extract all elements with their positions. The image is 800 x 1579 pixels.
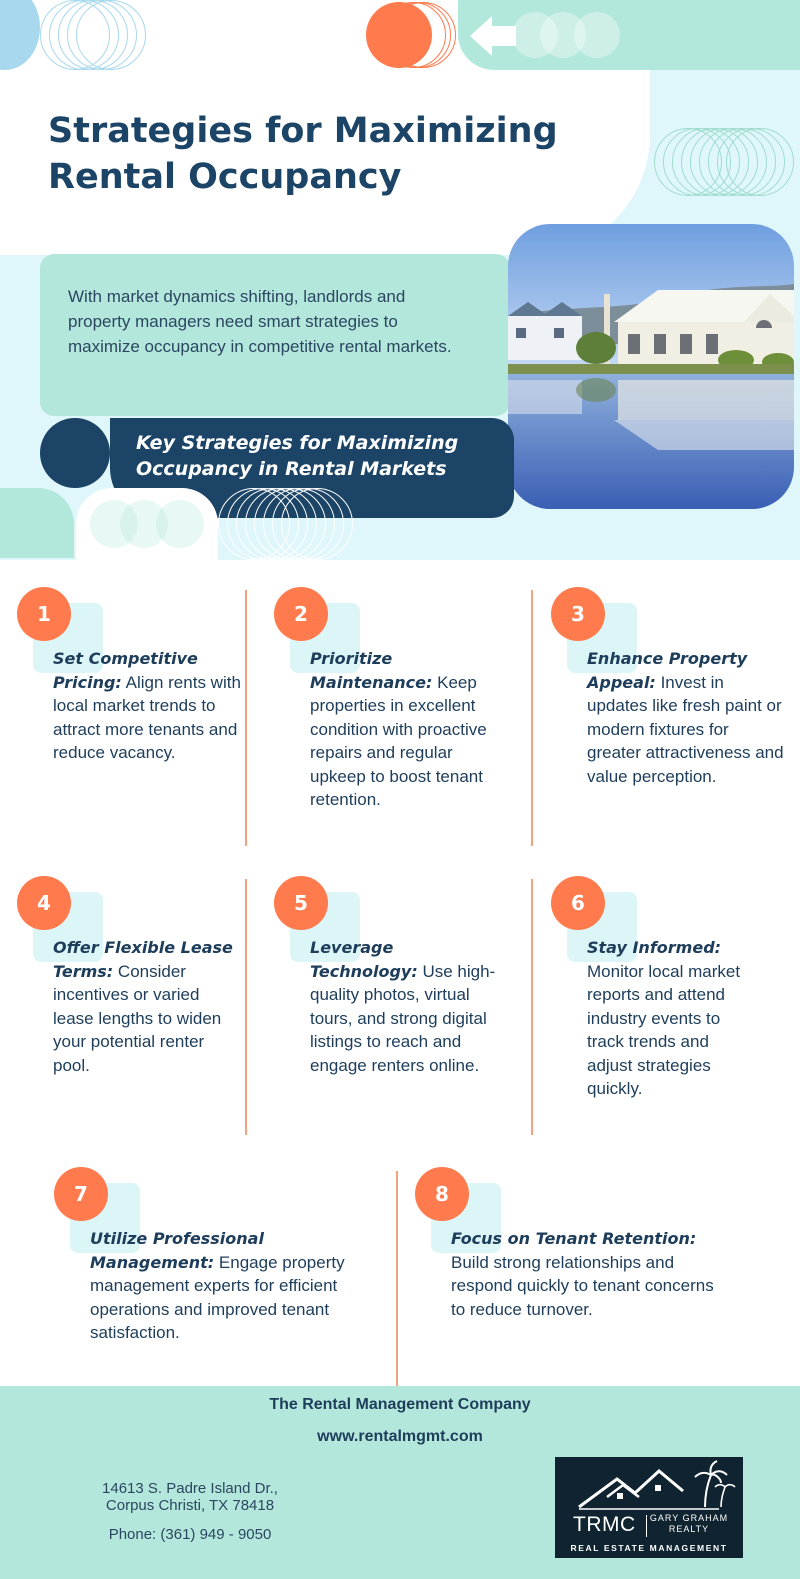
strategy-number: 3 <box>551 587 605 641</box>
phone-number[interactable]: Phone: (361) 949 - 9050 <box>108 1526 272 1543</box>
strategy-title: Set Competitive Pricing: <box>53 649 198 692</box>
strategy-number: 8 <box>415 1167 469 1221</box>
strategy-text <box>587 647 787 788</box>
strategy-text <box>53 647 243 765</box>
decorative-rings-orange <box>380 2 456 70</box>
address-line-2: Corpus Christi, TX 78418 <box>105 1497 275 1514</box>
strategy-card-8 <box>415 1167 765 1367</box>
address-line-1: 14613 S. Padre Island Dr., <box>102 1480 278 1497</box>
strategy-title: Enhance Property Appeal: <box>587 649 748 692</box>
strategy-number: 1 <box>17 587 71 641</box>
strategy-text <box>451 1227 721 1321</box>
decorative-white-pill <box>76 488 218 560</box>
divider <box>531 879 533 1135</box>
strategy-card-1 <box>17 587 242 817</box>
strategy-number: 5 <box>274 876 328 930</box>
strategy-body: Invest in updates like fresh paint or modern fixtures for greater attractiveness and value perception. <box>587 672 784 786</box>
hero-section <box>0 0 800 560</box>
strategy-number: 6 <box>551 876 605 930</box>
strategy-card-7 <box>54 1167 384 1367</box>
strategy-text <box>587 936 757 1101</box>
strategy-title: Utilize Professional Management: <box>90 1229 264 1272</box>
logo-divider <box>646 1515 647 1537</box>
divider <box>245 590 247 846</box>
logo-tagline: REAL ESTATE MANAGEMENT <box>570 1543 728 1553</box>
strategy-card-2 <box>274 587 514 817</box>
company-logo <box>555 1457 743 1558</box>
logo-name <box>649 1513 729 1535</box>
strategy-title: Stay Informed: <box>587 938 722 957</box>
strategy-title: Focus on Tenant Retention: <box>451 1229 697 1248</box>
strategy-number: 4 <box>17 876 71 930</box>
divider <box>396 1171 398 1386</box>
section-heading: Key Strategies for Maximizing Occupancy in Rental Markets <box>136 432 459 480</box>
logo-name-line-2: REALTY <box>668 1524 710 1534</box>
footer <box>0 1386 800 1579</box>
strategy-title: Offer Flexible Lease Terms: <box>53 938 233 981</box>
strategy-body: Monitor local market reports and attend industry events to track trends and adjust strategies quickly. <box>587 961 741 1098</box>
decorative-dark-dot <box>40 418 110 488</box>
strategy-text <box>90 1227 365 1345</box>
house-roofline-icon <box>555 1457 743 1513</box>
intro-box <box>40 254 510 416</box>
intro-text: With market dynamics shifting, landlords and property managers need smart strategies to maximize occupancy in competitive rental markets. <box>68 287 452 356</box>
strategy-text <box>310 936 506 1077</box>
strategy-text <box>53 936 243 1077</box>
website-link[interactable]: www.rentalmgmt.com <box>317 1428 483 1445</box>
strategy-card-5 <box>274 876 514 1106</box>
strategy-body: Consider incentives or varied lease lengths to widen your potential renter pool. <box>53 961 222 1075</box>
address <box>60 1480 320 1514</box>
logo-abbreviation: TRMC <box>573 1513 636 1536</box>
strategy-body: Engage property management experts for efficient operations and improved tenant satisfaction. <box>90 1252 345 1342</box>
strategy-number: 7 <box>54 1167 108 1221</box>
strategy-text <box>310 647 506 812</box>
arrow-left-icon <box>470 13 516 59</box>
strategy-title: Leverage Technology: <box>310 938 418 981</box>
decorative-rings-white <box>218 488 358 560</box>
strategy-body: Use high-quality photos, virtual tours, and strong digital listings to reach and engage renters online. <box>310 961 496 1075</box>
strategy-number: 2 <box>274 587 328 641</box>
house-photo <box>508 224 794 509</box>
company-name: The Rental Management Company <box>269 1396 531 1413</box>
strategy-card-3 <box>551 587 796 817</box>
page-title: Strategies for Maximizing Rental Occupancy <box>48 111 558 197</box>
strategy-title: Prioritize Maintenance: <box>310 649 433 692</box>
divider <box>531 590 533 846</box>
divider <box>245 879 247 1135</box>
strategy-body: Build strong relationships and respond quickly to tenant concerns to reduce turnover. <box>451 1252 714 1319</box>
strategy-body: Keep properties in excellent condition with proactive repairs and regular upkeep to boost tenant retention. <box>310 672 487 809</box>
decorative-mint-pill <box>0 488 74 558</box>
strategy-body: Align rents with local market trends to attract more tenants and reduce vacancy. <box>53 672 241 762</box>
logo-name-line-1: GARY GRAHAM <box>649 1513 729 1523</box>
decorative-rings-mint <box>654 128 794 196</box>
strategy-card-4 <box>17 876 242 1106</box>
strategy-card-6 <box>551 876 796 1106</box>
decorative-rings-blue <box>40 0 146 70</box>
